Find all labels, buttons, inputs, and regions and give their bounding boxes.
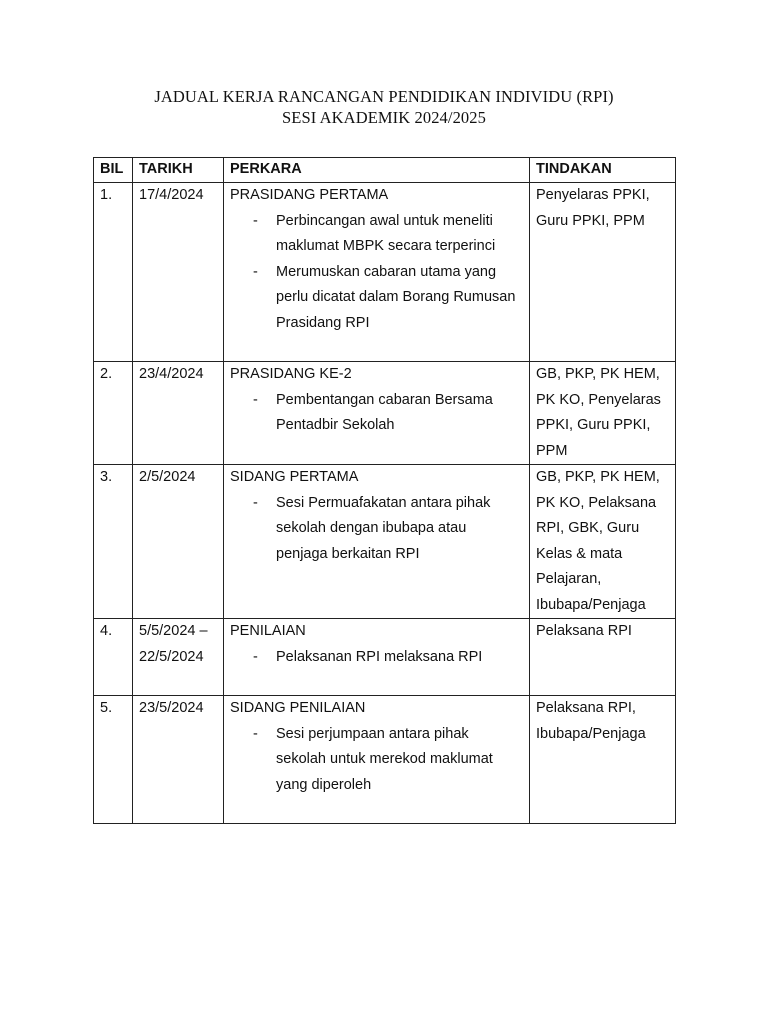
cell-tindakan: Pelaksana RPI, Ibubapa/Penjaga [530, 696, 676, 824]
cell-perkara [224, 619, 530, 696]
list-item [230, 209, 523, 260]
cell-tarikh [133, 362, 224, 465]
cell-perkara [224, 465, 530, 619]
bullet-list [230, 491, 523, 568]
perkara-title: PENILAIAN [230, 623, 306, 639]
cell-tindakan: GB, PKP, PK HEM, PK KO, Pelaksana RPI, GBK, Guru Kelas & mata Pelajaran, Ibubapa/Penjaga [530, 465, 676, 619]
cell-tarikh [133, 619, 224, 696]
subtitle-line-2: SESI AKADEMIK 2024/2025 [282, 108, 486, 127]
table-header-row [94, 158, 676, 183]
cell-bil: 1. [94, 183, 133, 362]
dash-bullet-icon: - [253, 212, 258, 229]
header-perkara: PERKARA [224, 158, 530, 183]
list-item [230, 645, 523, 671]
perkara-title: SIDANG PERTAMA [230, 469, 359, 485]
dash-bullet-icon: - [253, 725, 258, 742]
cell-tarikh [133, 696, 224, 824]
cell-tindakan: GB, PKP, PK HEM, PK KO, Penyelaras PPKI, Guru PPKI, PPM [530, 362, 676, 465]
cell-perkara [224, 696, 530, 824]
date-text: 23/4/2024 [139, 366, 204, 382]
cell-bil: 5. [94, 696, 133, 824]
cell-tarikh [133, 183, 224, 362]
list-item [230, 491, 523, 568]
table-row [94, 183, 676, 362]
dash-bullet-icon: - [253, 648, 258, 665]
cell-tindakan: Penyelaras PPKI, Guru PPKI, PPM [530, 183, 676, 362]
list-item-text: Merumuskan cabaran utama yang perlu dicatat dalam Borang Rumusan Prasidang RPI [276, 263, 516, 331]
table-row [94, 465, 676, 619]
list-item-text: Sesi Permuafakatan antara pihak sekolah dengan ibubapa atau penjaga berkaitan RPI [276, 494, 491, 562]
date-text: 23/5/2024 [139, 700, 204, 716]
title-line-1: JADUAL KERJA RANCANGAN PENDIDIKAN INDIVIDU (RPI) [154, 87, 614, 106]
cell-perkara [224, 183, 530, 362]
list-item-text: Pelaksanan RPI melaksana RPI [276, 648, 483, 665]
date-text: 17/4/2024 [139, 187, 204, 203]
cell-perkara [224, 362, 530, 465]
perkara-title: SIDANG PENILAIAN [230, 700, 366, 716]
date-text: 5/5/2024 – [139, 623, 208, 639]
list-item [230, 260, 523, 337]
table-row [94, 696, 676, 824]
perkara-title: PRASIDANG PERTAMA [230, 187, 389, 203]
list-item-text: Pembentangan cabaran Bersama Pentadbir Sekolah [276, 391, 493, 433]
schedule-table [93, 157, 676, 824]
document-title [0, 86, 768, 128]
date-text: 2/5/2024 [139, 469, 196, 485]
list-item [230, 388, 523, 439]
table-row [94, 619, 676, 696]
date-text: 22/5/2024 [139, 648, 204, 665]
header-tindakan: TINDAKAN [530, 158, 676, 183]
list-item-text: Sesi perjumpaan antara pihak sekolah untuk merekod maklumat yang diperoleh [276, 725, 493, 793]
cell-bil: 2. [94, 362, 133, 465]
list-item [230, 722, 523, 799]
cell-tindakan: Pelaksana RPI [530, 619, 676, 696]
header-tarikh: TARIKH [133, 158, 224, 183]
header-bil: BIL [94, 158, 133, 183]
cell-bil: 4. [94, 619, 133, 696]
list-item-text: Perbincangan awal untuk meneliti maklumat MBPK secara terperinci [276, 212, 496, 254]
bullet-list [230, 722, 523, 799]
dash-bullet-icon: - [253, 391, 258, 408]
perkara-title: PRASIDANG KE-2 [230, 366, 352, 382]
bullet-list [230, 209, 523, 337]
dash-bullet-icon: - [253, 494, 258, 511]
bullet-list [230, 388, 523, 439]
table-row [94, 362, 676, 465]
bullet-list [230, 645, 523, 671]
cell-bil: 3. [94, 465, 133, 619]
cell-tarikh [133, 465, 224, 619]
dash-bullet-icon: - [253, 263, 258, 280]
